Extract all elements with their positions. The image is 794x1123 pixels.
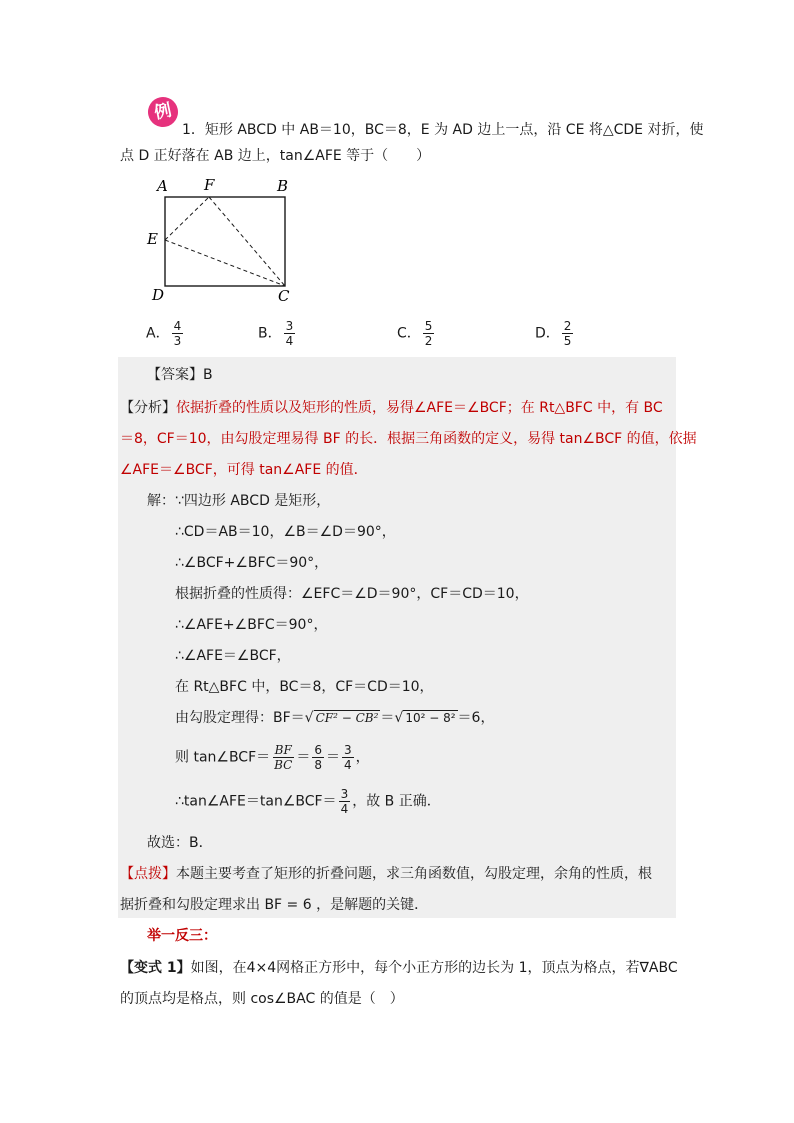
- option-c: C． $\frac{5}{2}$: [397, 319, 433, 348]
- label-d: D: [152, 286, 165, 304]
- solution-step-4: 根据折叠的性质得：∠EFC＝∠D＝90°，CF＝CD＝10，: [175, 586, 529, 602]
- solution-step-3: ∴∠BCF+∠BFC＝90°，: [175, 555, 329, 571]
- practice-line-1: 【变式 1】如图，在4×4网格正方形中，每个小正方形的边长为 1，顶点为格点，若∇ABC: [120, 960, 678, 976]
- solution-conclusion: 故选：B．: [147, 835, 213, 851]
- analysis-line-3: ∠AFE＝∠BCF，可得 tan∠AFE 的值．: [120, 462, 368, 478]
- solution-step-1: 解：∵四边形 ABCD 是矩形，: [147, 493, 331, 509]
- option-d: D． $\frac{2}{5}$: [535, 319, 572, 348]
- example-badge: 例: [145, 94, 181, 130]
- solution-step-5: ∴∠AFE+∠BFC＝90°，: [175, 617, 328, 633]
- question-line-2: 点 D 正好落在 AB 边上，tan∠AFE 等于（ ）: [120, 148, 431, 164]
- practice-heading: 举一反三：: [147, 928, 217, 944]
- label-b: B: [277, 177, 289, 195]
- analysis-line-1: 【分析】依据折叠的性质以及矩形的性质，易得∠AFE＝∠BCF；在 Rt△BFC 中，有 BC: [120, 400, 663, 416]
- tip-line-2: 据折叠和勾股定理求出 BF = 6 ，是解题的关键．: [120, 897, 429, 913]
- solution-step-2: ∴CD＝AB＝10，∠B＝∠D＝90°，: [175, 524, 396, 540]
- option-a: A． $\frac{4}{3}$: [146, 319, 182, 348]
- solution-step-8: 由勾股定理得：BF＝√ CF² − CB² ＝√ 10² − 8² ＝6，: [175, 710, 495, 726]
- label-a: A: [157, 177, 168, 195]
- rectangle-fold-figure: [140, 172, 310, 307]
- label-f: F: [204, 176, 215, 194]
- question-line-1: 1．矩形 ABCD 中 AB＝10，BC＝8，E 为 AD 边上一点，沿 CE 将△CDE 对折，使: [182, 122, 704, 138]
- label-c: C: [278, 287, 290, 305]
- analysis-line-2: ＝8，CF＝10，由勾股定理易得 BF 的长．根据三角函数的定义，易得 tan∠BCF 的值，依据: [120, 431, 697, 447]
- segment-ec: [165, 240, 285, 286]
- segment-ef: [165, 197, 209, 240]
- answer-line: 【答案】B: [147, 367, 213, 383]
- solution-step-10: ∴tan∠AFE＝tan∠BCF＝ $\frac{3}{4}$ ，故 B 正确．: [175, 787, 441, 816]
- solution-step-6: ∴∠AFE＝∠BCF，: [175, 648, 291, 664]
- practice-line-2: 的顶点均是格点，则 cos∠BAC 的值是（ ）: [120, 991, 404, 1007]
- solution-step-7: 在 Rt△BFC 中，BC＝8，CF＝CD＝10，: [175, 679, 434, 695]
- option-b: B． $\frac{3}{4}$: [258, 319, 294, 348]
- label-e: E: [147, 230, 158, 248]
- solution-step-9: 则 tan∠BCF＝ $\frac{BF}{BC}$ ＝ $\frac{6}{8}$ ＝ $\frac{3}{4}$ ，: [175, 743, 370, 772]
- rectangle-abcd: [165, 197, 285, 286]
- tip-line-1: 【点拨】本题主要考查了矩形的折叠问题，求三角函数值，勾股定理，余角的性质，根: [120, 866, 652, 882]
- segment-fc: [209, 197, 285, 286]
